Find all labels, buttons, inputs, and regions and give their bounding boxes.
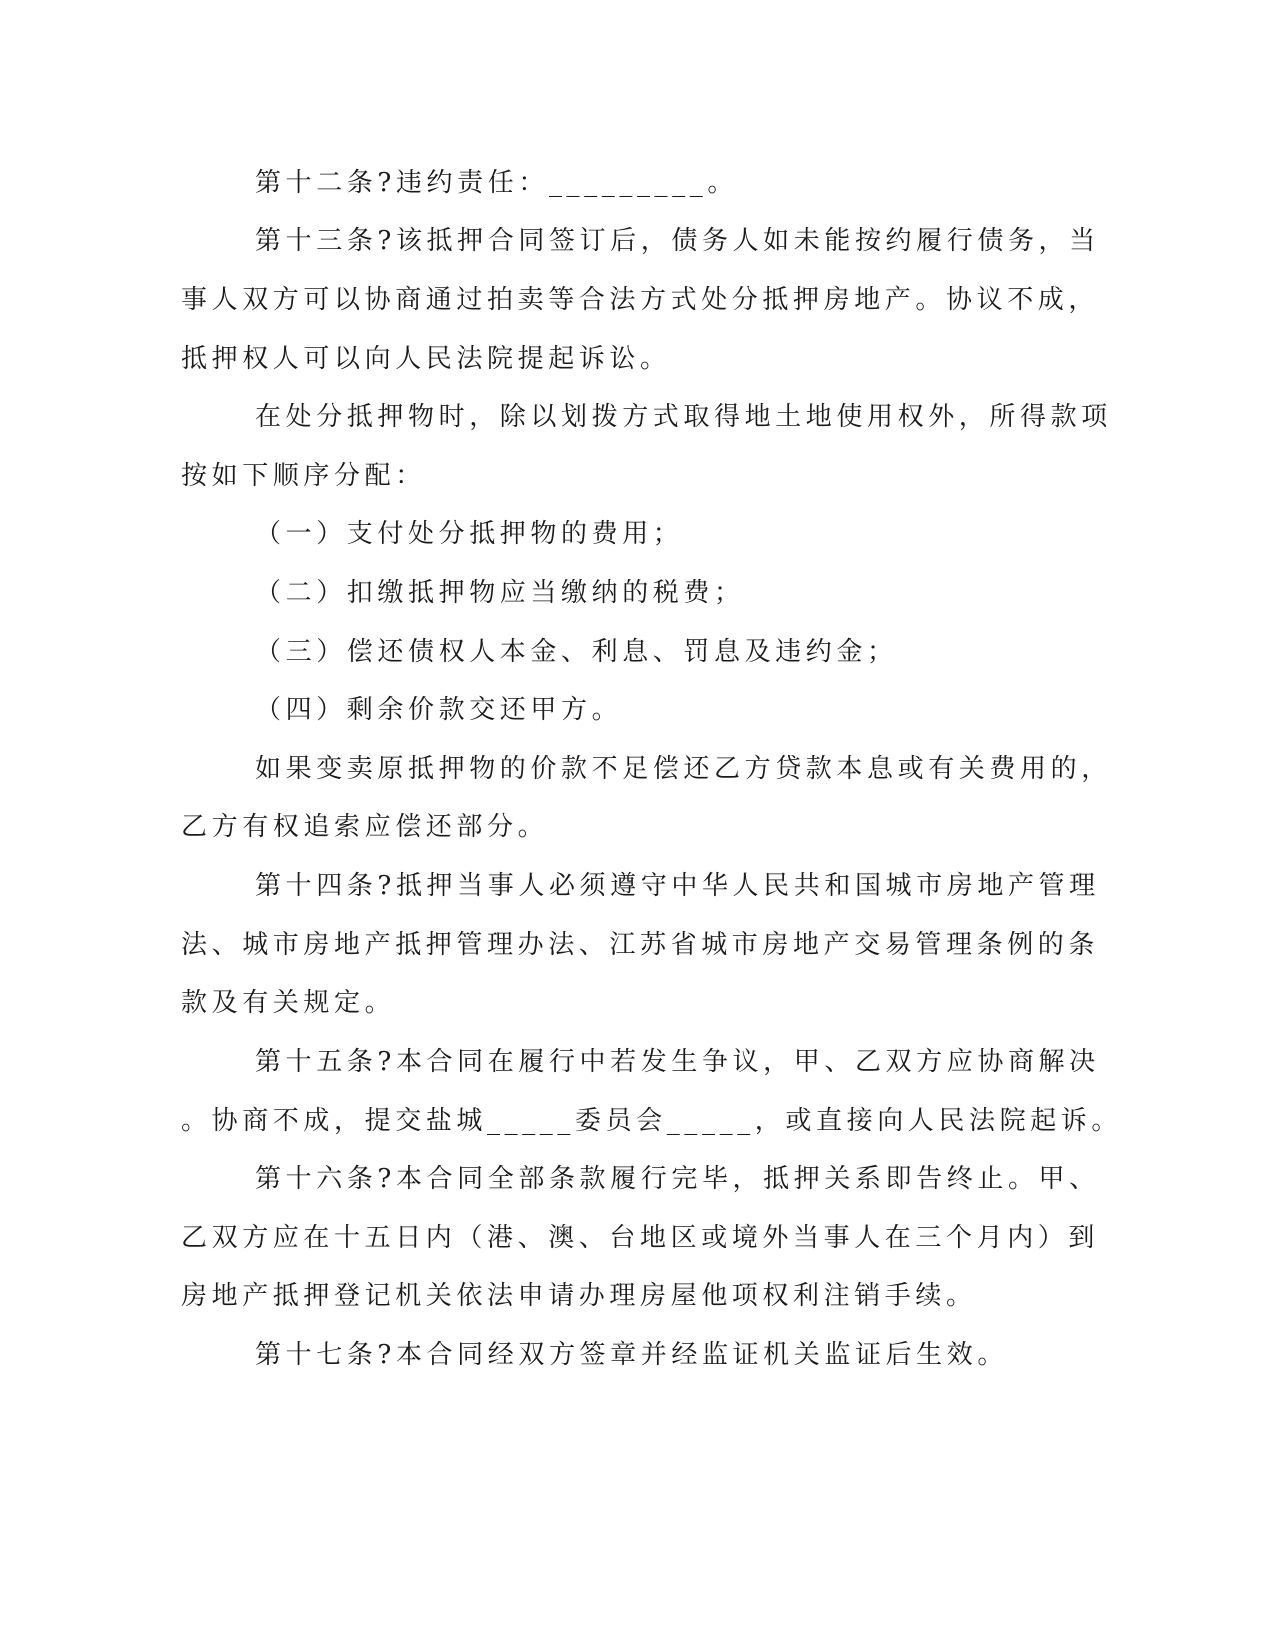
text-line: 。协商不成，提交盐城_____委员会_____，或直接向人民法院起诉。 [181, 1106, 1123, 1136]
text-line: 第十七条?本合同经双方签章并经监证机关监证后生效。 [255, 1340, 1008, 1370]
text-line: （三）偿还债权人本金、利息、罚息及违约金； [255, 637, 898, 667]
text-line: 乙双方应在十五日内（港、澳、台地区或境外当事人在三个月内）到 [181, 1223, 1100, 1253]
text-line: 第十四条?抵押当事人必须遵守中华人民共和国城市房地产管理 [255, 871, 1100, 901]
text-line: （一）支付处分抵押物的费用； [255, 519, 684, 549]
text-line: 如果变卖原抵押物的价款不足偿还乙方贷款本息或有关费用的， [255, 754, 1112, 784]
text-line: 抵押权人可以向人民法院提起诉讼。 [181, 344, 671, 374]
text-line: 房地产抵押登记机关依法申请办理房屋他项权利注销手续。 [181, 1281, 977, 1311]
text-line: 乙方有权追索应偿还部分。 [181, 812, 549, 842]
text-line: 第十五条?本合同在履行中若发生争议，甲、乙双方应协商解决 [255, 1047, 1100, 1077]
text-line: 第十三条?该抵押合同签订后，债务人如未能按约履行债务，当 [255, 226, 1100, 256]
text-line: 款及有关规定。 [181, 988, 396, 1018]
text-line: 按如下顺序分配： [181, 461, 426, 491]
text-line: 第十六条?本合同全部条款履行完毕，抵押关系即告终止。甲、 [255, 1164, 1100, 1194]
text-line: （二）扣缴抵押物应当缴纳的税费； [255, 578, 745, 608]
text-line: 事人双方可以协商通过拍卖等合法方式处分抵押房地产。协议不成， [181, 285, 1100, 315]
text-line: 在处分抵押物时，除以划拨方式取得地土地使用权外，所得款项 [255, 402, 1112, 432]
text-line: （四）剩余价款交还甲方。 [255, 695, 623, 725]
text-line: 第十二条?违约责任：_________。 [255, 168, 738, 198]
text-line: 法、城市房地产抵押管理办法、江苏省城市房地产交易管理条例的条 [181, 930, 1100, 960]
